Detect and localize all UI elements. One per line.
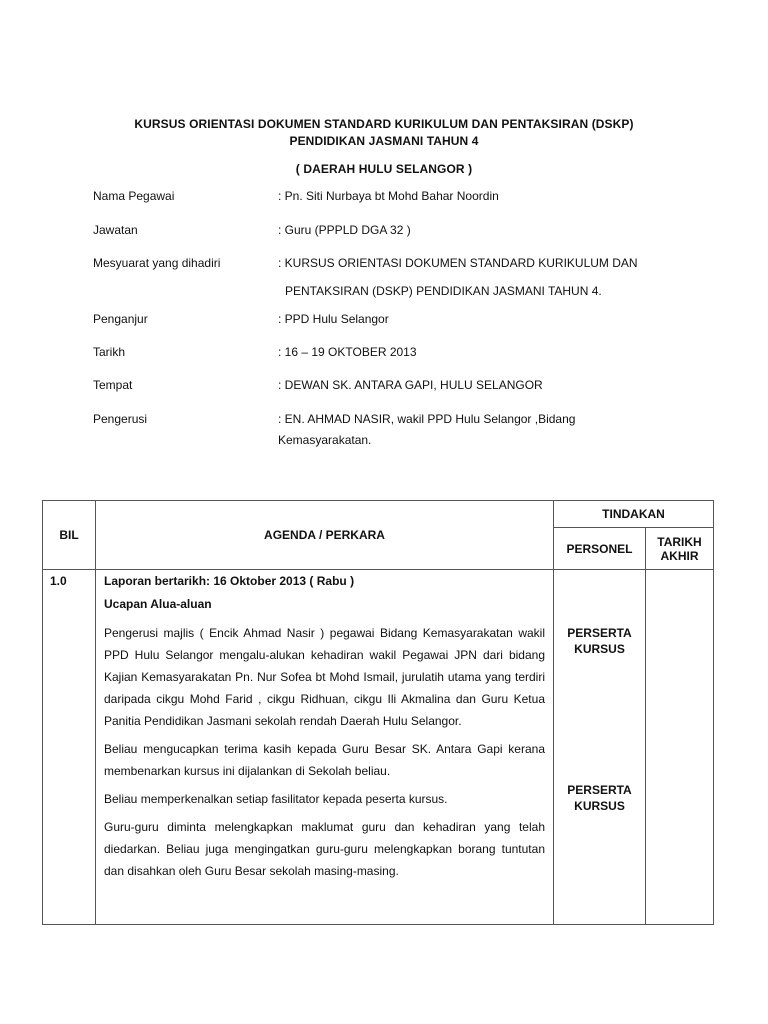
document-subtitle-district: ( DAERAH HULU SELANGOR ) bbox=[295, 162, 473, 176]
report-date-heading: Laporan bertarikh: 16 Oktober 2013 ( Rabu ) bbox=[104, 574, 355, 588]
personel-entry-line1: PERSERTA bbox=[567, 626, 632, 640]
pengerusi-label: Pengerusi bbox=[93, 412, 148, 426]
nama-pegawai-value: : Pn. Siti Nurbaya bt Mohd Bahar Noordin bbox=[278, 189, 499, 203]
mesyuarat-value-line1: : KURSUS ORIENTASI DOKUMEN STANDARD KURIKULUM DAN bbox=[278, 256, 638, 270]
header-tarikh-akhir-line2: AKHIR bbox=[660, 548, 699, 563]
personel-entry-line2: KURSUS bbox=[574, 799, 625, 813]
personel-entry-line1: PERSERTA bbox=[567, 783, 632, 797]
personel-entry bbox=[554, 625, 645, 657]
penganjur-value: : PPD Hulu Selangor bbox=[278, 312, 389, 326]
row-bil: 1.0 bbox=[43, 570, 96, 925]
tempat-value: : DEWAN SK. ANTARA GAPI, HULU SELANGOR bbox=[278, 378, 543, 392]
header-tarikh-akhir-line1: TARIKH bbox=[657, 534, 702, 549]
row-personel bbox=[554, 570, 646, 925]
mesyuarat-label: Mesyuarat yang dihadiri bbox=[93, 256, 221, 270]
header-bil: BIL bbox=[43, 501, 96, 570]
document-title-line1: KURSUS ORIENTASI DOKUMEN STANDARD KURIKULUM DAN PENTAKSIRAN (DSKP) bbox=[134, 117, 634, 131]
agenda-paragraph: Pengerusi majlis ( Encik Ahmad Nasir ) pegawai Bidang Kemasyarakatan wakil PPD Hulu Selangor mengalu-alukan kehadiran wakil Pegawai JPN dari bidang Kajian Kemasyarakatan Pn. Nur Sofea bt Mohd Ismail, jurulatih utama yang terdiri daripada cikgu Mohd Farid , cikgu Ridhuan, cikgu Ili Akmalina dan Guru Ketua Panitia Pendidikan Jasmani sekolah rendah Daerah Hulu Selangor. bbox=[104, 626, 545, 728]
header-agenda: AGENDA / PERKARA bbox=[96, 501, 554, 570]
jawatan-value: : Guru (PPPLD DGA 32 ) bbox=[278, 223, 411, 237]
agenda-paragraph: Guru-guru diminta melengkapkan maklumat guru dan kehadiran yang telah diedarkan. Beliau juga mengingatkan guru-guru melengkapkan borang tuntutan dan disahkan oleh Guru Besar sekolah masing-masing. bbox=[104, 820, 545, 878]
welcome-speech-heading: Ucapan Alua-aluan bbox=[104, 597, 212, 611]
personel-entry-line2: KURSUS bbox=[574, 642, 625, 656]
mesyuarat-value-line2: PENTAKSIRAN (DSKP) PENDIDIKAN JASMANI TAHUN 4. bbox=[285, 284, 602, 298]
header-tindakan: TINDAKAN bbox=[554, 501, 714, 528]
personel-entry bbox=[554, 782, 645, 814]
agenda-paragraph: Beliau mengucapkan terima kasih kepada Guru Besar SK. Antara Gapi kerana membenarkan kursus ini dijalankan di Sekolah beliau. bbox=[104, 742, 545, 778]
pengerusi-value-line1: : EN. AHMAD NASIR, wakil PPD Hulu Selangor ,Bidang bbox=[278, 412, 576, 426]
header-personel: PERSONEL bbox=[554, 528, 646, 570]
row-tarikh-akhir bbox=[646, 570, 714, 925]
jawatan-label: Jawatan bbox=[93, 223, 138, 237]
table-row bbox=[43, 570, 714, 925]
row-agenda bbox=[96, 570, 554, 925]
minutes-table bbox=[42, 500, 714, 925]
tarikh-value: : 16 – 19 OKTOBER 2013 bbox=[278, 345, 417, 359]
document-title-line2: PENDIDIKAN JASMANI TAHUN 4 bbox=[289, 134, 479, 148]
tarikh-label: Tarikh bbox=[93, 345, 126, 359]
tempat-label: Tempat bbox=[93, 378, 133, 392]
header-tarikh-akhir bbox=[646, 528, 714, 570]
pengerusi-value-line2: Kemasyarakatan. bbox=[278, 433, 372, 447]
agenda-paragraph: Beliau memperkenalkan setiap fasilitator kepada peserta kursus. bbox=[104, 792, 448, 806]
nama-pegawai-label: Nama Pegawai bbox=[93, 189, 175, 203]
penganjur-label: Penganjur bbox=[93, 312, 148, 326]
